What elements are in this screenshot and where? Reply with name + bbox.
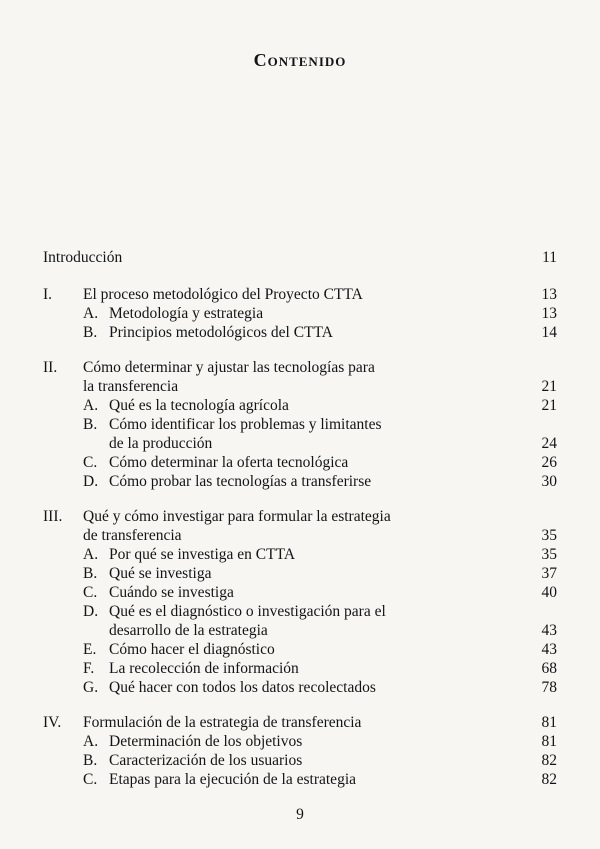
toc-section-number: II. — [43, 359, 58, 376]
toc-subentry-page: 37 — [541, 565, 557, 582]
toc-subentry-page: 43 — [541, 641, 557, 658]
toc-subentry-letter: A. — [83, 397, 99, 414]
toc-section-page: 81 — [541, 714, 557, 731]
toc-section-heading — [43, 285, 557, 304]
toc-section-page: 13 — [541, 286, 557, 303]
toc-subentry-title: Qué es la tecnología agrícola — [109, 397, 289, 414]
toc-subentry — [43, 621, 557, 640]
toc-section-number: I. — [43, 286, 53, 303]
toc-subentry — [43, 415, 557, 434]
toc-subentry-letter: B. — [83, 752, 98, 769]
toc-subentry-letter: C. — [83, 454, 98, 471]
toc-subentry — [43, 659, 557, 678]
toc-subentry-title: Cuándo se investiga — [109, 584, 234, 601]
toc-subentry-letter: C. — [83, 771, 98, 788]
toc-subentry-page: 68 — [541, 660, 557, 677]
toc-subentry-page: 21 — [541, 397, 557, 414]
toc-subentry-letter: A. — [83, 733, 99, 750]
page-number: 9 — [296, 806, 304, 823]
toc-subentry — [43, 678, 557, 697]
toc-subentry-title: Caracterización de los usuarios — [109, 752, 303, 769]
toc-subentry — [43, 640, 557, 659]
toc-section-title: El proceso metodológico del Proyecto CTTA — [83, 286, 363, 303]
toc-subentry-letter: G. — [83, 679, 99, 696]
toc-subentry-page: 81 — [541, 733, 557, 750]
toc-subentry-title: Etapas para la ejecución de la estrategia — [109, 771, 357, 788]
toc-subentry-title: Qué hacer con todos los datos recolectados — [109, 679, 376, 696]
toc-subentry — [43, 434, 557, 453]
toc-subentry-title: Cómo determinar la oferta tecnológica — [109, 454, 349, 471]
toc-subentry-title: Determinación de los objetivos — [109, 733, 303, 750]
toc-subentry-letter: A. — [83, 546, 99, 563]
toc-subentry — [43, 732, 557, 751]
toc-section-title: de transferencia — [83, 527, 182, 544]
toc-section-heading — [43, 377, 557, 396]
toc-entry-introduction — [43, 248, 557, 267]
toc-subentry-page: 78 — [541, 679, 557, 696]
toc-subentry-page: 24 — [541, 435, 557, 452]
toc-subentry — [43, 472, 557, 491]
toc-section-title: Qué y cómo investigar para formular la estrategia — [83, 508, 391, 525]
toc-section — [43, 285, 557, 342]
table-of-contents — [43, 248, 557, 805]
toc-section-heading — [43, 526, 557, 545]
toc-section-title: Cómo determinar y ajustar las tecnologías para — [83, 359, 375, 376]
toc-subentry-title: Qué se investiga — [109, 565, 212, 582]
toc-subentry-page: 14 — [541, 324, 557, 341]
page-title: Contenido — [253, 50, 347, 70]
toc-subentry-letter: B. — [83, 565, 98, 582]
toc-subentry — [43, 602, 557, 621]
toc-section — [43, 507, 557, 697]
toc-section-number: III. — [43, 508, 63, 525]
toc-section-heading — [43, 358, 557, 377]
toc-subentry-title: desarrollo de la estrategia — [109, 622, 268, 639]
toc-subentry-letter: B. — [83, 416, 98, 433]
toc-subentry-title: Metodología y estrategia — [109, 305, 264, 322]
toc-subentry — [43, 583, 557, 602]
toc-subentry-title: de la producción — [109, 435, 213, 452]
toc-section — [43, 358, 557, 491]
toc-section-title: Formulación de la estrategia de transferencia — [83, 714, 362, 731]
toc-section-number: IV. — [43, 714, 62, 731]
toc-subentry — [43, 323, 557, 342]
toc-subentry — [43, 770, 557, 789]
toc-subentry-letter: F. — [83, 660, 95, 677]
toc-subentry-page: 82 — [541, 752, 557, 769]
toc-subentry — [43, 396, 557, 415]
toc-subentry-title: Qué es el diagnóstico o investigación para el — [109, 603, 386, 620]
toc-subentry — [43, 453, 557, 472]
toc-subentry-page: 43 — [541, 622, 557, 639]
toc-entry-label: Introducción — [43, 249, 123, 266]
toc-subentry-page: 13 — [541, 305, 557, 322]
toc-subentry-page: 82 — [541, 771, 557, 788]
toc-subentry-title: Cómo probar las tecnologías a transferirse — [109, 473, 372, 490]
toc-subentry-letter: C. — [83, 584, 98, 601]
toc-subentry-page: 30 — [541, 473, 557, 490]
toc-section-title: la transferencia — [83, 378, 179, 395]
toc-subentry-page: 26 — [541, 454, 557, 471]
toc-subentry — [43, 545, 557, 564]
toc-subentry-page: 40 — [541, 584, 557, 601]
toc-subentry — [43, 751, 557, 770]
toc-subentry-title: Por qué se investiga en CTTA — [109, 546, 296, 563]
toc-section-heading — [43, 507, 557, 526]
toc-subentry-letter: A. — [83, 305, 99, 322]
toc-section-page: 35 — [541, 527, 557, 544]
toc-subentry-letter: D. — [83, 603, 99, 620]
toc-subentry-title: Cómo hacer el diagnóstico — [109, 641, 275, 658]
toc-section — [43, 713, 557, 789]
toc-subentry — [43, 304, 557, 323]
toc-subentry-title: Principios metodológicos del CTTA — [109, 324, 333, 341]
toc-entry-page: 11 — [542, 249, 557, 266]
toc-subentry-letter: E. — [83, 641, 97, 658]
toc-section-page: 21 — [541, 378, 557, 395]
toc-subentry-page: 35 — [541, 546, 557, 563]
toc-subentry-letter: D. — [83, 473, 99, 490]
toc-subentry-title: Cómo identificar los problemas y limitantes — [109, 416, 382, 433]
toc-subentry — [43, 564, 557, 583]
toc-section-heading — [43, 713, 557, 732]
toc-subentry-title: La recolección de información — [109, 660, 299, 677]
toc-subentry-letter: B. — [83, 324, 98, 341]
